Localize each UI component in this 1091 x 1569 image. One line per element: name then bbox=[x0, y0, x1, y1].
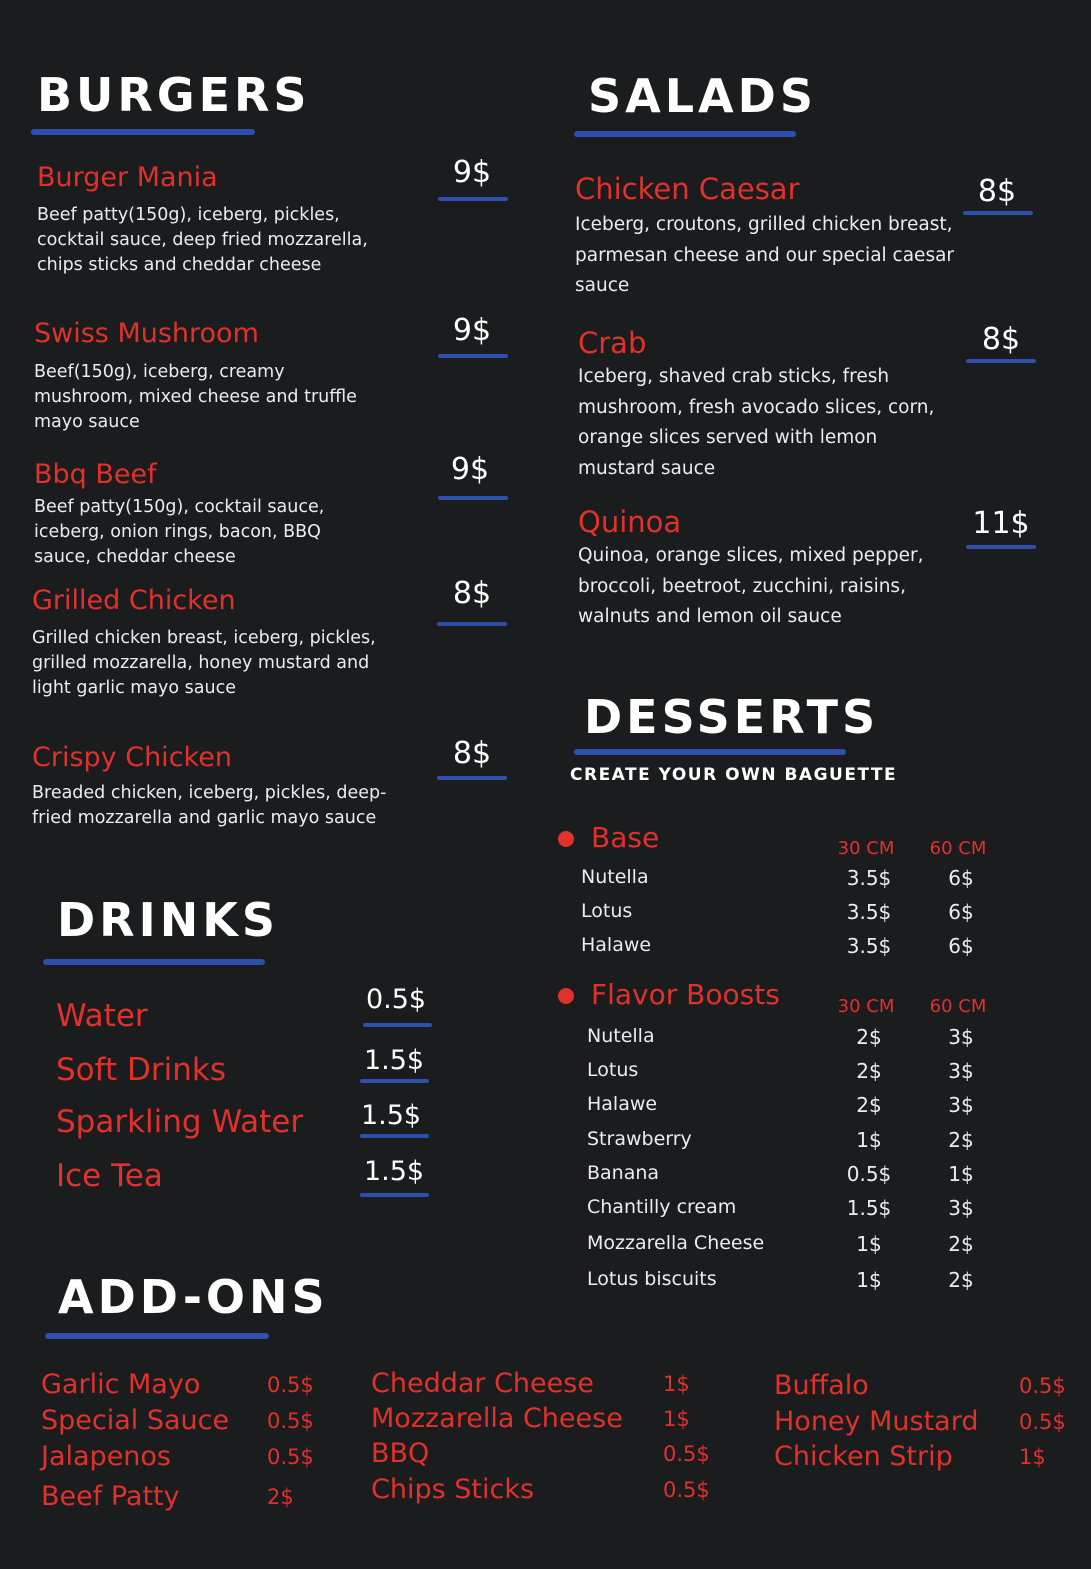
price-underline bbox=[438, 354, 508, 358]
drink-name: Soft Drinks bbox=[56, 1052, 227, 1088]
drink-price: 1.5$ bbox=[360, 1100, 422, 1131]
price-30cm: 3.5$ bbox=[846, 866, 892, 890]
bullet-icon bbox=[558, 988, 574, 1004]
dessert-group-title: Flavor Boosts bbox=[591, 978, 780, 1011]
drinks-heading: DRINKS bbox=[57, 893, 279, 947]
dessert-row bbox=[0, 1093, 1091, 1127]
price-underline bbox=[437, 776, 507, 780]
price-60cm: 1$ bbox=[948, 1162, 974, 1186]
desserts-heading-underline bbox=[574, 749, 846, 755]
dessert-row bbox=[0, 866, 1091, 900]
addon-name: Special Sauce bbox=[41, 1405, 230, 1436]
addon-price: 1$ bbox=[663, 1407, 690, 1431]
burgers-heading: BURGERS bbox=[37, 68, 311, 122]
price-30cm: 1.5$ bbox=[846, 1196, 892, 1220]
price-60cm: 3$ bbox=[948, 1093, 974, 1117]
bullet-icon bbox=[558, 831, 574, 847]
price-underline bbox=[437, 622, 507, 626]
col-head-30: 30 CM bbox=[837, 996, 895, 1017]
item-name: Swiss Mushroom bbox=[34, 318, 259, 349]
addon-price: 0.5$ bbox=[267, 1373, 314, 1397]
drink-name: Sparkling Water bbox=[56, 1104, 304, 1140]
dessert-row bbox=[0, 1025, 1091, 1059]
dessert-name: Lotus bbox=[581, 900, 633, 922]
price-30cm: 3.5$ bbox=[846, 900, 892, 924]
dessert-name: Halawe bbox=[581, 934, 652, 956]
drink-name: Ice Tea bbox=[56, 1158, 163, 1194]
price-30cm: 1$ bbox=[856, 1232, 882, 1256]
price-underline bbox=[438, 197, 508, 201]
item-name: Quinoa bbox=[578, 505, 682, 539]
addon-price: 1$ bbox=[663, 1372, 690, 1396]
addon-name: Cheddar Cheese bbox=[371, 1368, 594, 1399]
dessert-name: Lotus bbox=[587, 1059, 639, 1081]
dessert-name: Chantilly cream bbox=[587, 1196, 737, 1218]
drink-name: Water bbox=[56, 998, 148, 1034]
item-price: 11$ bbox=[972, 506, 1030, 541]
addon-name: Mozzarella Cheese bbox=[371, 1403, 623, 1434]
addon-name: Buffalo bbox=[774, 1370, 869, 1401]
price-30cm: 2$ bbox=[856, 1025, 882, 1049]
item-name: Burger Mania bbox=[37, 162, 218, 193]
dessert-row bbox=[0, 1128, 1091, 1162]
addon-price: 0.5$ bbox=[663, 1478, 710, 1502]
addon-price: 0.5$ bbox=[1019, 1374, 1066, 1398]
addon-name: Beef Patty bbox=[41, 1481, 180, 1512]
item-price: 8$ bbox=[452, 736, 492, 771]
dessert-group-title: Base bbox=[591, 821, 660, 854]
addon-name: Chips Sticks bbox=[371, 1474, 535, 1505]
col-head-60: 60 CM bbox=[929, 838, 987, 859]
dessert-name: Nutella bbox=[587, 1025, 655, 1047]
salads-heading-underline bbox=[574, 131, 796, 137]
item-description: Beef patty(150g), cocktail sauce, iceberg, onion rings, bacon, BBQ sauce, cheddar cheese bbox=[34, 497, 325, 567]
dessert-row bbox=[0, 1162, 1091, 1196]
col-head-60: 60 CM bbox=[929, 996, 987, 1017]
item-description: Quinoa, orange slices, mixed pepper, broccoli, beetroot, zucchini, raisins, walnuts and lemon oil sauce bbox=[578, 545, 924, 627]
item-description: Iceberg, croutons, grilled chicken breast, parmesan cheese and our special caesar sauce bbox=[575, 214, 955, 296]
price-60cm: 6$ bbox=[948, 934, 974, 958]
price-60cm: 3$ bbox=[948, 1025, 974, 1049]
desserts-subheading: CREATE YOUR OWN BAGUETTE bbox=[570, 765, 898, 785]
dessert-name: Mozzarella Cheese bbox=[587, 1232, 765, 1254]
drink-price: 0.5$ bbox=[365, 984, 427, 1015]
price-underline bbox=[966, 359, 1036, 363]
item-name: Chicken Caesar bbox=[575, 172, 800, 206]
addon-name: Honey Mustard bbox=[774, 1406, 979, 1437]
item-description: Beef patty(150g), iceberg, pickles, cocktail sauce, deep fried mozzarella, chips sticks and cheddar cheese bbox=[37, 205, 368, 275]
price-60cm: 3$ bbox=[948, 1059, 974, 1083]
salads-heading: SALADS bbox=[588, 69, 817, 123]
dessert-row bbox=[0, 1196, 1091, 1230]
dessert-row bbox=[0, 1059, 1091, 1093]
item-price: 8$ bbox=[977, 174, 1017, 209]
addon-name: Jalapenos bbox=[41, 1441, 172, 1472]
drink-price: 1.5$ bbox=[363, 1045, 425, 1076]
item-name: Crispy Chicken bbox=[32, 742, 232, 773]
dessert-name: Halawe bbox=[587, 1093, 658, 1115]
price-60cm: 6$ bbox=[948, 900, 974, 924]
addon-price: 2$ bbox=[267, 1485, 294, 1509]
price-underline bbox=[438, 496, 508, 500]
price-30cm: 3.5$ bbox=[846, 934, 892, 958]
addon-name: Chicken Strip bbox=[774, 1441, 953, 1472]
addon-name: Garlic Mayo bbox=[41, 1369, 201, 1400]
item-price: 8$ bbox=[452, 576, 492, 611]
item-description: Beef(150g), iceberg, creamy mushroom, mixed cheese and truffle mayo sauce bbox=[34, 362, 357, 432]
price-underline bbox=[963, 211, 1033, 215]
item-price: 9$ bbox=[452, 155, 492, 190]
price-30cm: 0.5$ bbox=[846, 1162, 892, 1186]
price-60cm: 2$ bbox=[948, 1128, 974, 1152]
addons-heading-underline bbox=[45, 1333, 269, 1339]
item-price: 8$ bbox=[981, 322, 1021, 357]
price-60cm: 2$ bbox=[948, 1232, 974, 1256]
col-head-30: 30 CM bbox=[837, 838, 895, 859]
burgers-heading-underline bbox=[31, 129, 255, 135]
price-60cm: 3$ bbox=[948, 1196, 974, 1220]
addon-price: 0.5$ bbox=[1019, 1410, 1066, 1434]
dessert-name: Nutella bbox=[581, 866, 649, 888]
item-price: 9$ bbox=[450, 452, 490, 487]
item-description: Iceberg, shaved crab sticks, fresh mushroom, fresh avocado slices, corn, orange slices served with lemon mustard sauce bbox=[578, 366, 935, 479]
dessert-row bbox=[0, 900, 1091, 934]
addon-price: 0.5$ bbox=[663, 1442, 710, 1466]
price-30cm: 1$ bbox=[856, 1128, 882, 1152]
price-30cm: 2$ bbox=[856, 1059, 882, 1083]
dessert-row bbox=[0, 1232, 1091, 1266]
drink-price: 1.5$ bbox=[363, 1156, 425, 1187]
item-description: Grilled chicken breast, iceberg, pickles, grilled mozzarella, honey mustard and light garlic mayo sauce bbox=[32, 628, 376, 698]
addon-name: BBQ bbox=[371, 1438, 430, 1469]
addons-heading: ADD-ONS bbox=[58, 1270, 329, 1324]
item-name: Grilled Chicken bbox=[32, 585, 236, 616]
price-30cm: 2$ bbox=[856, 1093, 882, 1117]
addon-price: 0.5$ bbox=[267, 1409, 314, 1433]
price-60cm: 2$ bbox=[948, 1268, 974, 1292]
addon-price: 0.5$ bbox=[267, 1445, 314, 1469]
price-30cm: 1$ bbox=[856, 1268, 882, 1292]
dessert-name: Banana bbox=[587, 1162, 660, 1184]
price-60cm: 6$ bbox=[948, 866, 974, 890]
desserts-heading: DESSERTS bbox=[584, 690, 880, 744]
item-name: Crab bbox=[578, 326, 647, 360]
dessert-row bbox=[0, 934, 1091, 968]
dessert-name: Lotus biscuits bbox=[587, 1268, 717, 1290]
item-description: Breaded chicken, iceberg, pickles, deep-fried mozzarella and garlic mayo sauce bbox=[32, 783, 387, 828]
dessert-name: Strawberry bbox=[587, 1128, 692, 1150]
addon-price: 1$ bbox=[1019, 1445, 1046, 1469]
item-name: Bbq Beef bbox=[34, 459, 157, 490]
item-price: 9$ bbox=[452, 313, 492, 348]
